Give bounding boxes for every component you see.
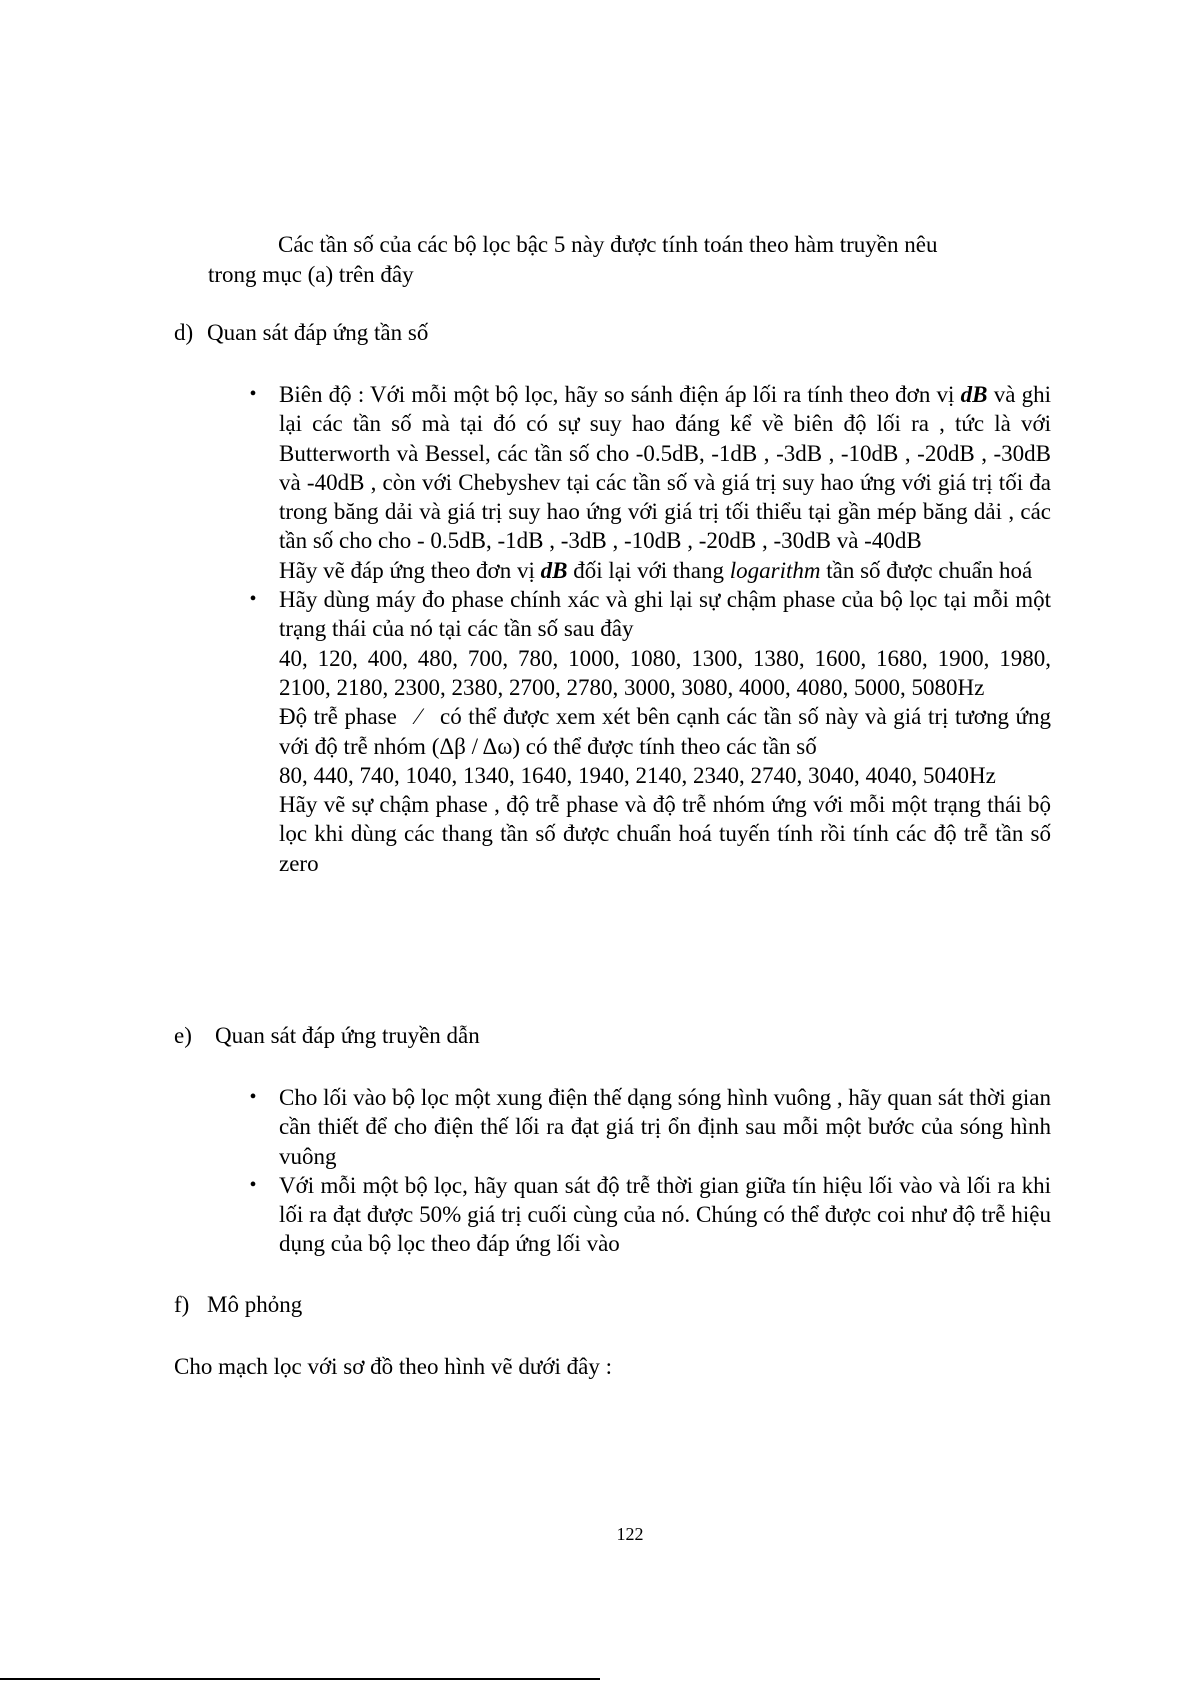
list-item-amplitude [243, 380, 1051, 585]
plot-scale: logarithm [729, 557, 821, 583]
section-f-heading [174, 1290, 302, 1320]
phase-lead: Hãy dùng máy đo phase chính xác và ghi lại sự chậm phase của bộ lọc tại mỗi một trạng thái của nó tại các tần số sau đây [279, 587, 1051, 642]
plot-pre: Hãy vẽ đáp ứng theo đơn vị [279, 557, 535, 583]
list-item-phase [243, 585, 1051, 878]
intro-paragraph [208, 230, 1048, 290]
intro-line-2: trong mục (a) trên đây [208, 262, 414, 287]
section-f-title: Mô phỏng [207, 1292, 303, 1317]
closing-line: Cho mạch lọc với sơ đồ theo hình vẽ dưới đây : [174, 1354, 612, 1379]
amplitude-plot-instruction [279, 556, 1051, 585]
section-e-bullet-list [243, 1083, 1051, 1259]
delay-pre: Độ trễ phase [279, 704, 397, 730]
section-e-letter: e) [174, 1023, 192, 1048]
bullet-icon: • [249, 383, 257, 405]
step-response-text: Cho lối vào bộ lọc một xung điện thế dạng sóng hình vuông , hãy quan sát thời gian cần thiết để cho điện thế lối ra đạt giá trị ổn định sau mỗi một bước của sóng hình vuông [279, 1085, 1051, 1169]
section-d-title: Quan sát đáp ứng tần số [207, 320, 429, 345]
section-d-letter: d) [174, 320, 194, 345]
phase-frequency-list: 40, 120, 400, 480, 700, 780, 1000, 1080, 1300, 1380, 1600, 1680, 1900, 1980, 2100, 2180, 2300, 2380, 2700, 2780, 3000, 3080, 4000, 4080, 5000, 5080Hz [279, 645, 1051, 700]
delay-symbol: ⁄ [416, 704, 421, 730]
phase-closing: Hãy vẽ sự chậm phase , độ trễ phase và độ trễ nhóm ứng với mỗi một trạng thái bộ lọc khi dùng các thang tần số được chuẩn hoá tuyến tính rồi tính các độ trễ tần số zero [279, 792, 1051, 876]
page-number: 122 [616, 1524, 644, 1544]
plot-unit: dB [540, 557, 568, 583]
amplitude-rest: và ghi lại các tần số mà tại đó có sự suy hao đáng kể về biên độ lối ra , tức là với Butterworth và Bessel, các tần số cho -0.5dB, -1dB , -3dB , -10dB , -20dB , -30dB và -40dB , còn với Chebyshev tại các tần số và giá trị suy hao ứng với giá trị tối đa trong băng dải và giá trị suy hao ứng với giá trị tối thiểu tại gần mép băng dải , các tần số cho cho - 0.5dB, -1dB , -3dB , -10dB , -20dB , -30dB và -40dB [279, 382, 1052, 554]
group-delay-frequency-list: 80, 440, 740, 1040, 1340, 1640, 1940, 2140, 2340, 2740, 3040, 4040, 5040Hz [279, 762, 996, 788]
bullet-icon: • [249, 588, 257, 611]
amplitude-unit: dB [960, 382, 988, 407]
plot-mid: đối lại với thang [573, 557, 724, 583]
section-d-heading [174, 318, 428, 348]
bottom-rule [0, 1678, 600, 1680]
bullet-icon: • [249, 1173, 257, 1196]
time-delay-text: Với mỗi một bộ lọc, hãy quan sát độ trễ thời gian giữa tín hiệu lối vào và lối ra khi lối ra đạt được 50% giá trị cuối cùng của nó. Chúng có thể được coi như độ trễ hiệu dụng của bộ lọc theo đáp ứng lối vào [279, 1172, 1051, 1257]
intro-line-1: Các tần số của các bộ lọc bậc 5 này được tính toán theo hàm truyền nêu [278, 232, 938, 257]
bullet-icon: • [249, 1086, 257, 1108]
delay-post: có thể được xem xét bên cạnh các tần số này và giá trị tương ứng với độ trễ nhóm (Δβ / Δω) có thể được tính theo các tần số [279, 704, 1051, 759]
section-e-title: Quan sát đáp ứng truyền dẫn [215, 1023, 480, 1048]
list-item-step-response [243, 1083, 1051, 1171]
section-d-bullet-list [243, 380, 1051, 878]
phase-delay-text [279, 702, 1051, 761]
amplitude-lead: Biên độ : Với mỗi một bộ lọc, hãy so sánh điện áp lối ra tính theo đơn vị [279, 382, 955, 407]
section-f-letter: f) [174, 1292, 190, 1317]
list-item-time-delay [243, 1171, 1051, 1259]
section-e-heading [174, 1021, 480, 1051]
plot-post: tần số được chuẩn hoá [826, 557, 1033, 583]
